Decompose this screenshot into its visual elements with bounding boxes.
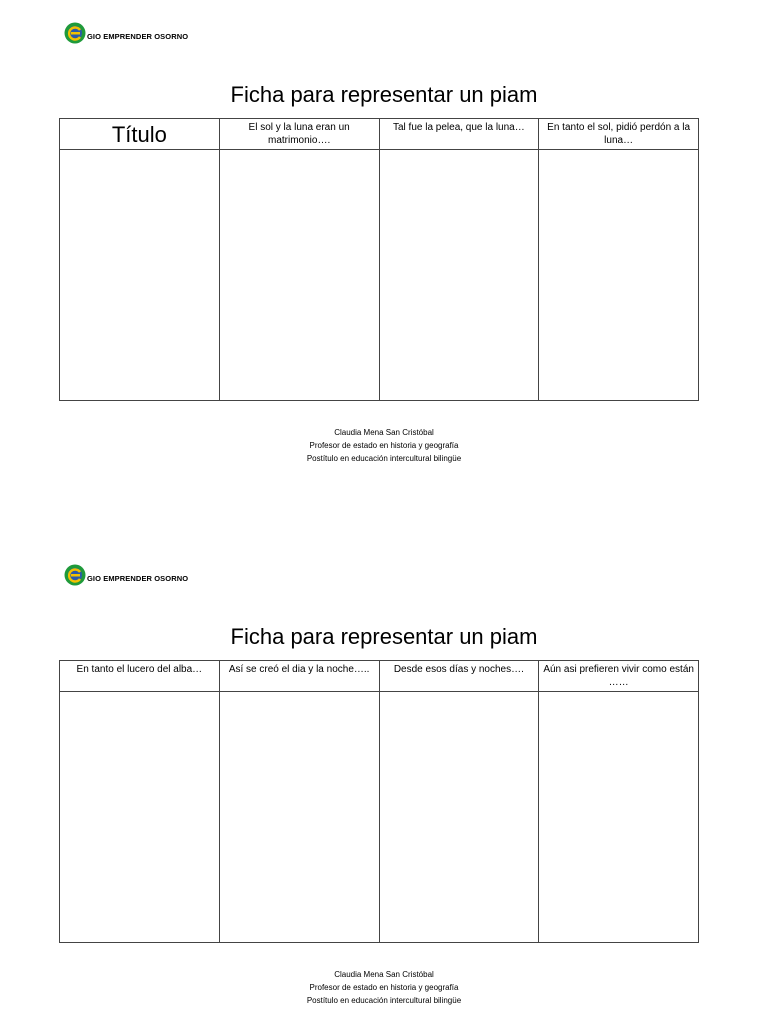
column-header: Así se creó el dia y la noche….. <box>219 661 379 692</box>
school-name: GIO EMPRENDER OSORNO <box>87 31 189 41</box>
author-degree: Postítulo en educación intercultural bilingüe <box>306 996 462 1005</box>
story-grid <box>59 660 699 943</box>
school-name: GIO EMPRENDER OSORNO <box>87 573 189 583</box>
grid-drawing-row <box>60 150 699 401</box>
drawing-cell[interactable] <box>379 150 539 401</box>
drawing-cell[interactable] <box>219 150 379 401</box>
author-name: Claudia Mena San Cristóbal <box>334 428 434 437</box>
school-logo-icon <box>64 564 86 586</box>
author-footer <box>0 968 768 1007</box>
grid-header-row <box>60 661 699 692</box>
column-header: Desde esos días y noches…. <box>379 661 539 692</box>
drawing-cell[interactable] <box>539 150 699 401</box>
drawing-cell[interactable] <box>60 692 220 943</box>
page-title: Ficha para representar un piam <box>230 82 538 107</box>
drawing-cell[interactable] <box>539 692 699 943</box>
author-footer <box>0 426 768 465</box>
grid-drawing-row <box>60 692 699 943</box>
page-title: Ficha para representar un piam <box>230 624 538 649</box>
story-grid <box>59 118 699 401</box>
column-header: En tanto el lucero del alba… <box>60 661 220 692</box>
drawing-cell[interactable] <box>60 150 220 401</box>
school-logo <box>64 563 188 587</box>
drawing-cell[interactable] <box>379 692 539 943</box>
column-header: Aún asi prefieren vivir como están …… <box>539 661 699 692</box>
column-header: Tal fue la pelea, que la luna… <box>379 119 539 150</box>
school-logo-icon <box>64 22 86 44</box>
author-title: Profesor de estado en historia y geografía <box>309 983 459 992</box>
drawing-cell[interactable] <box>219 692 379 943</box>
grid-header-row <box>60 119 699 150</box>
column-header: El sol y la luna eran un matrimonio…. <box>219 119 379 150</box>
author-name: Claudia Mena San Cristóbal <box>334 970 434 979</box>
column-header: En tanto el sol, pidió perdón a la luna… <box>539 119 699 150</box>
column-header: Título <box>60 119 220 150</box>
author-degree: Postítulo en educación intercultural bilingüe <box>306 454 462 463</box>
school-logo <box>64 21 188 45</box>
author-title: Profesor de estado en historia y geografía <box>309 441 459 450</box>
